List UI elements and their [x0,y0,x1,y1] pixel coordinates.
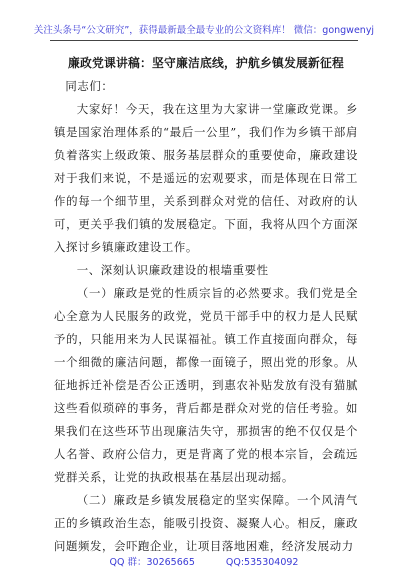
document-body [54,52,358,558]
paragraph-1-1: （一）廉政是党的性质宗旨的必然要求。我们党是全心全意为人民服务的政党，党员干部手中的权力是人民赋予的，只能用来为人民谋福祉。镇工作直接面向群众，每一个细微的廉洁问题，都像一面镜子，照出党的形象。从征地拆迁补偿是否公正透明，到惠农补贴发放有没有猫腻这些看似琐碎的事务，背后都是群众对党的信任考验。如果我们在这些环节出现廉洁失守，那损害的绝不仅仅是个人名誉、政府公信力，更是背离了党的根本宗旨，会疏远党群关系，让党的执政根基在基层出现动摇。 [54,286,358,484]
header-divider [50,40,358,41]
paragraph-1-2: （二）廉政是乡镇发展稳定的坚实保障。一个风清气正的乡镇政治生态，能吸引投资、凝聚人心。相反，廉政问题频发，会吓跑企业，让项目落地困难，经济发展动力 [54,493,358,553]
footer-qq: QQ:535304092 [225,557,299,568]
page-header-banner: 关注头条号“公文研究”，获得最新最全最专业的公文资料库！ 微信：gongwenyj [33,25,375,36]
salutation: 同志们： [65,79,114,93]
footer-qq-group: QQ 群：30265665 [109,557,195,568]
document-title: 廉政党课讲稿：坚守廉洁底线，护航乡镇发展新征程 [68,56,344,70]
paragraph-intro: 大家好！今天，我在这里为大家讲一堂廉政党课。乡镇是国家治理体系的“最后一公里”，我们作为乡镇干部肩负着落实上级政策、服务基层群众的重要使命，廉政建设对于我们来说，不是遥远的宏观要求，而是体现在日常工作的每一个细节里，关系到群众对党的信任、对政府的认可，更关乎我们镇的发展稳定。下面，我将从四个方面深入探讨乡镇廉政建设工作。 [54,102,358,254]
page-footer [0,554,408,568]
section-heading-1: 一、深刻认识廉政建设的根墙重要性 [76,263,269,277]
